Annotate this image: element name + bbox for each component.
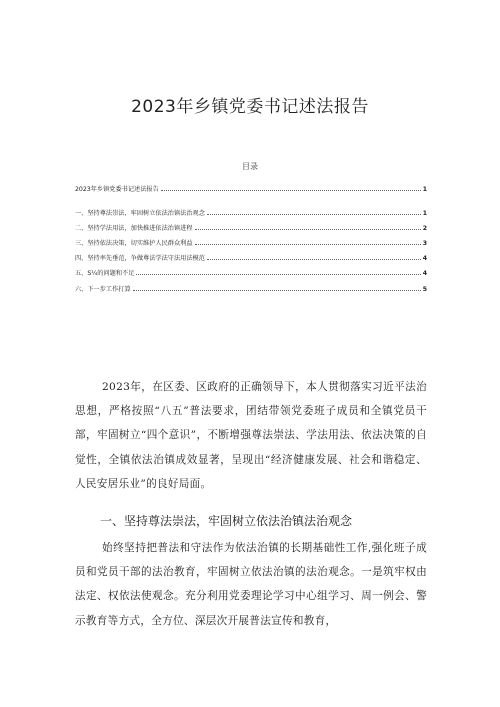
toc-entry-page: 5 (422, 286, 427, 293)
section-paragraph: 始终坚持把普法和守法作为依法治镇的长期基础性工作,强化班子成员和党员干部的法治教育，牢固树立依法治镇的法治观念。一是筑牢权由法定、权依法使观念。充分利用党委理论学习中心组学习、周一例会、警示教育等方式，全方位、深层次开展普法宣传和教育， (75, 542, 427, 627)
toc-entry-title: 三、坚持依法决策，切实维护人民群众利益 (75, 240, 193, 247)
toc-leader-dots (195, 228, 421, 230)
toc-entry-page: 4 (422, 270, 427, 277)
toc-leader-dots (161, 189, 421, 191)
toc-leader-dots (207, 258, 421, 260)
toc-leader-dots (207, 213, 421, 215)
toc-entry-page: 1 (422, 210, 427, 217)
toc-entry-title: 一、坚持尊法崇法，牢固树立依法治镇法治观念 (75, 210, 205, 217)
toc-entry[interactable] (75, 183, 427, 193)
toc-leader-dots (136, 273, 420, 275)
toc-entry[interactable] (75, 222, 427, 232)
toc-entry-title: 二、坚持学法用法，加快推进依法治镇进程 (75, 225, 193, 232)
toc-heading: 目录 (242, 162, 258, 171)
toc-leader-dots (133, 289, 421, 291)
toc-entry[interactable] (75, 207, 427, 217)
toc-entry-page: 3 (422, 240, 427, 247)
toc-entry[interactable] (75, 252, 427, 262)
document-title: 2023年乡镇党委书记述法报告 (131, 97, 369, 117)
intro-paragraph: 2023年，在区委、区政府的正确领导下，本人贯彻落实习近平法治思想，严格按照“八五”普法要求，团结带领党委班子成员和全镇党员干部，牢固树立“四个意识”，不断增强尊法崇法、学法用法、依法决策的自觉性，全镇依法治镇成效显著，呈现出“经济健康发展、社会和谐稳定、人民安居乐业”的良好局面。 (75, 381, 427, 490)
toc-entry-page: 2 (422, 225, 427, 232)
toc-entry-title: 六、下一步工作打算 (75, 286, 131, 293)
toc-entry[interactable] (75, 267, 427, 277)
toc-entry-page: 1 (422, 186, 427, 193)
toc-entry-title: 四、坚持率先垂范，争做尊法学法守法用法模范 (75, 255, 205, 262)
toc-entry-title: 五、S¼的问题和不足 (75, 270, 135, 277)
toc-entry[interactable] (75, 237, 427, 247)
toc-entry-title: 2023年乡镇党委书记述法报告 (75, 186, 159, 193)
toc-entry[interactable] (75, 283, 427, 293)
toc-entry-page: 4 (422, 255, 427, 262)
section-heading: 一、坚持尊法崇法，牢固树立依法治镇法治观念 (100, 514, 353, 528)
toc-leader-dots (195, 243, 421, 245)
